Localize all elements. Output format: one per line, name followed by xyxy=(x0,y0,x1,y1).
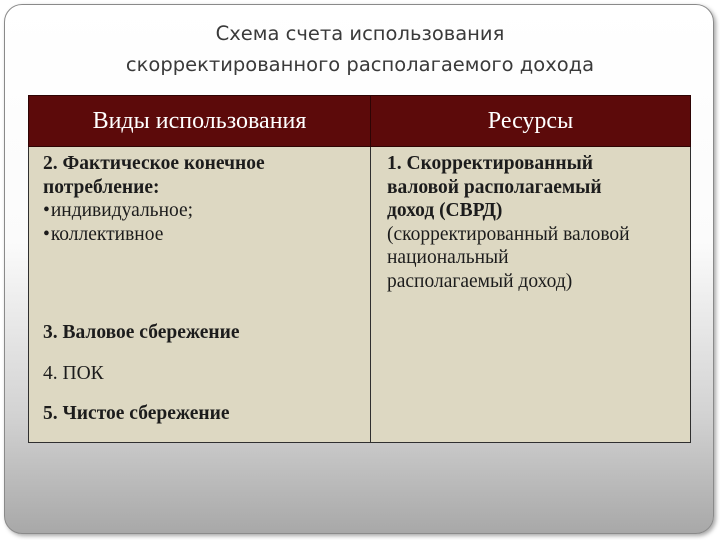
slide-title xyxy=(0,18,720,80)
resource-line-2: валовой располагаемый xyxy=(387,176,602,198)
resource-line-1: 1. Скорректированный xyxy=(387,153,594,174)
item-2-line-1: 2. Фактическое конечное xyxy=(43,153,265,174)
item-5: 5. Чистое сбережение xyxy=(43,403,230,424)
resources-cell xyxy=(371,147,691,443)
table-row xyxy=(29,147,691,443)
table-header-row xyxy=(29,96,691,147)
header-uses: Виды использования xyxy=(29,96,371,147)
bullet-individual-text: индивидуальное; xyxy=(50,200,194,221)
bullet-collective-text: коллективное xyxy=(50,223,164,245)
resource-line-3: доход (СВРД) xyxy=(387,200,503,221)
item-3: 3. Валовое сбережение xyxy=(43,322,240,343)
item-4: 4. ПОК xyxy=(43,363,104,384)
resource-line-5: национальный xyxy=(387,247,509,268)
item-2-line-2: потребление: xyxy=(43,176,160,198)
resource-line-4: (скорректированный валовой xyxy=(387,223,630,245)
account-scheme-table xyxy=(28,95,691,443)
resource-line-6: располагаемый доход) xyxy=(387,270,573,292)
bullet-individual xyxy=(43,199,193,223)
uses-cell xyxy=(29,147,371,443)
title-line-1: Схема счета использования xyxy=(215,22,505,45)
title-line-2: скорректированного располагаемого дохода xyxy=(125,53,595,76)
bullet-collective xyxy=(43,223,163,247)
header-resources: Ресурсы xyxy=(371,96,691,147)
